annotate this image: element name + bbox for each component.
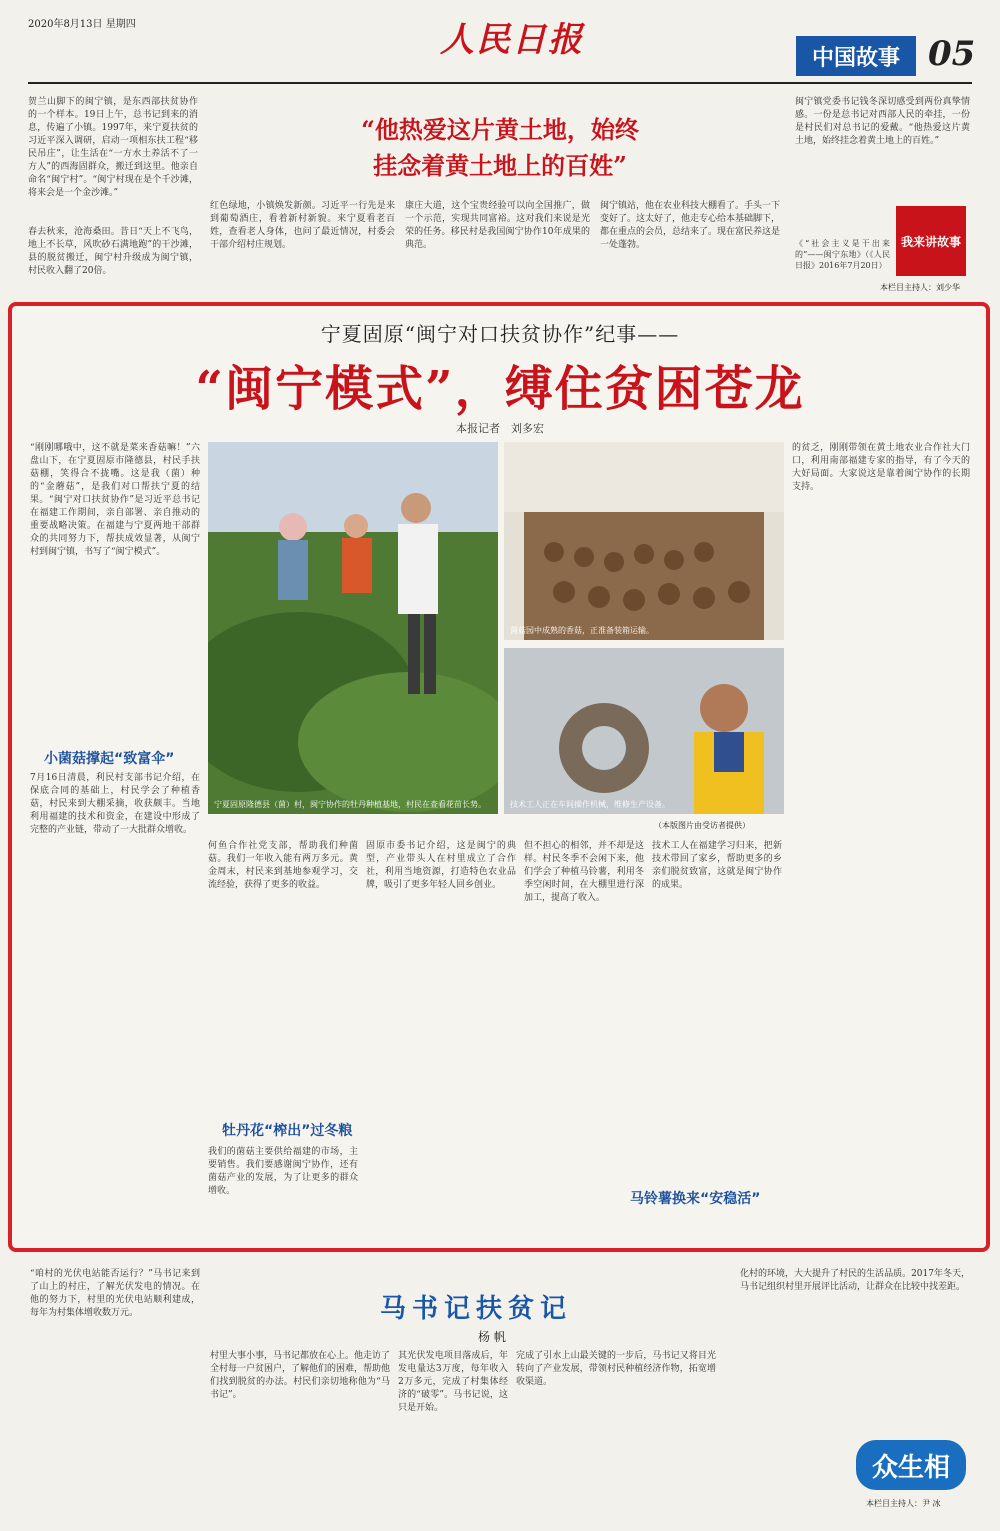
issue-date: 2020年8月13日 [28,19,103,30]
top-story-headline [280,112,720,184]
feature-col-d: 我们的菌菇主要供给福建的市场，主要销售。我们要感谢闽宁协作，还有菌菇产业的发展，为了让更多的群众增收。 [208,1147,358,1196]
feature-col-f: 固原市委书记介绍，这是闽宁的典型，产业带头人在村里成立了合作社，利用当地资源，打造特色农业品牌，吸引了更多年轻人回乡创业。 [366,841,516,890]
factory-worker-image [504,648,784,814]
photo-mushroom-crates [504,442,784,640]
page-number: 05 [928,34,976,74]
feature-col-c: 何鱼合作社党支部，帮助我们种菌菇。我们一年收入能有两万多元。黄金周末，村民来到基地参观学习，交流经验，获得了更多的收益。 [208,841,358,890]
photo-credit: （本版图片由受访者提供） [654,821,750,830]
issue-weekday: 星期四 [105,19,136,30]
feature-subhead-2: 牡丹花“榨出”过冬粮 [222,1123,353,1139]
feature-col-a: “刚刚哪哦中，这不就是菜来香菇嘛！”六盘山下，在宁夏固原市隆德县，村民手扶菇棚，笑得合不拢嘴。这是我（菌）种的“金蘑菇”，是我们对口帮扶宁夏的结果。“闽宁对口扶贫协作”是习近平总书记在福建工作期间，亲自部署、亲自推动的重要战略决策。在福建与宁夏两地干部群众的共同努力下，帮扶成效显著，从闽宁村到闽宁镇，书写了“闽宁模式”。 [30,443,200,557]
top-story-headline-line1: “他热爱这片黄土地，始终 [361,115,639,144]
top-story-source-note: 《“社会主义是干出来的”——闽宁东地》（《人民日报》2016年7月20日） [795,239,890,270]
mushroom-crates-image [504,442,784,640]
feature-subhead-3: 马铃薯换来“安稳活” [630,1191,761,1207]
top-story-col-2: 春去秋来，沧海桑田。昔日“天上不飞鸟，地上不长草，风吹砂石满地跑”的干沙滩，县的脱贫搬迁，闽宁村升级成为闽宁镇，村民收入翻了20倍。 [28,227,198,276]
bottom-story-col-4: 完成了引水上山最关键的一步后，马书记又将目光转向了产业发展，带领村民种植经济作物，拓宽增收渠道。 [516,1351,716,1387]
bottom-story-col-2: 村里大事小事，马书记都放在心上。他走访了全村每一户贫困户，了解他们的困难，帮助他们找到脱贫的办法。村民们亲切地称他为“马书记”。 [210,1351,390,1400]
bottom-story-col-1: “咱村的光伏电站能否运行？”马书记来到了山上的村庄，了解光伏发电的情况。在他的努力下，村里的光伏电站顺利建成，每年为村集体增收数万元。 [30,1269,200,1318]
bottom-story-col-3: 其光伏发电项目落成后，年发电量达3万度，每年收入2万多元，完成了村集体经济的“破零”。马书记说，这只是开始。 [398,1351,508,1413]
header-date-line [28,18,136,32]
bottom-story-author: 杨 帆 [478,1330,506,1344]
feature-subhead-1: 小菌菇撑起“致富伞” [44,751,175,767]
masthead-logo: 人民日报 [440,20,584,60]
top-story-col-4: 康庄大道，这个宝贵经验可以向全国推广，做一个示范，实现共同富裕。这对我们来说是光荣的任务。移民村是我国闽宁协作10年成果的典范。 [405,201,590,250]
bottom-column-credit: 本栏目主持人：尹 冰 [866,1499,941,1508]
feature-kicker: 宁夏固原“闽宁对口扶贫协作”纪事—— [320,322,680,346]
photo-caption-left: 宁夏固原隆德县（菌）村，闽宁协作的牡丹种植基地，村民在查看花苗长势。 [214,800,486,809]
header-divider [28,82,972,84]
feature-col-b: 7月16日清晨，利民村支部书记介绍，在保底合同的基础上，村民学会了种植香菇，村民来到大棚采摘，收获颇丰。当地利用福建的技术和资金，在建设中形成了完整的产业链，带动了一大批群众增收。 [30,773,200,835]
column-credit: 本栏目主持人：刘少华 [880,283,960,292]
section-label: 中国故事 [796,36,916,76]
column-stamp: 我来讲故事 [896,206,966,276]
feature-byline: 本报记者 刘多宏 [456,422,544,435]
feature-col-h: 技术工人在福建学习归来，把新技术带回了家乡，帮助更多的乡亲们脱贫致富，这就是闽宁协作的成果。 [652,841,782,890]
top-story-col-5: 闽宁镇站，他在农业科技大棚看了。手头一下变好了。这太好了，他走专心给本基础脚下，都在重点的会员，总结来了。现在富民养这是一处蓬勃。 [600,201,780,250]
peony-field-image [208,442,498,814]
column-logo: 众生相 [856,1440,966,1490]
feature-col-g: 但不担心的相邻，并不却是这样。村民冬季不会闲下来，他们学会了种植马铃薯，利用冬季空闲时间，在大棚里进行深加工，提高了收入。 [524,841,644,903]
feature-headline: “闽宁模式”，缚住贫困苍龙 [195,361,805,417]
bottom-story-col-5: 化村的环境，大大提升了村民的生活品质。2017年冬天，马书记组织村里开展评比活动，让群众在比较中找差距。 [740,1269,970,1292]
top-story-col-1: 贺兰山脚下的闽宁镇，是东西部扶贫协作的一个样本。19日上午，总书记到来的消息，传遍了小镇。1997年，来宁夏扶贫的习近平深入调研，启动一项相东扶工程“移民吊庄”，让生活在“一方水土养活不了一方人”的西海固群众，搬迁到这里。他亲自命名“闽宁村”。“闽宁村现在是个千沙滩，将来会是一个金沙滩。” [28,97,198,198]
top-story-col-6: 闽宁镇党委书记钱冬深切感受到两份真挚情感。一份是总书记对西部人民的牵挂，一份是村民们对总书记的爱戴。“他热爱这片黄土地，始终挂念着黄土地上的百姓。” [795,97,970,146]
top-story-col-3: 红色绿地，小镇焕发新颜。习近平一行先是来到葡萄酒庄，看着新村新貌。来宁夏看老百姓，查看老人身体，也问了最近情况，村委会干部介绍村庄规划。 [210,201,395,250]
feature-col-e: 的贫乏，刚刚带领在黄土地农业合作社大门口，利用南部福建专家的指导，有了今天的大好局面。大家说这是靠着闽宁协作的长期支持。 [792,443,970,492]
photo-caption-bottom-right: 技术工人正在车间操作机械，维修生产设备。 [510,800,670,809]
photo-peony-field [208,442,498,814]
bottom-story-title: 马书记扶贫记 [380,1294,573,1324]
photo-factory-worker [504,648,784,814]
top-story-headline-line2: 挂念着黄土地上的百姓” [373,151,627,180]
photo-caption-top-right: 菌菇园中成熟的香菇，正准备装箱运输。 [510,626,654,635]
